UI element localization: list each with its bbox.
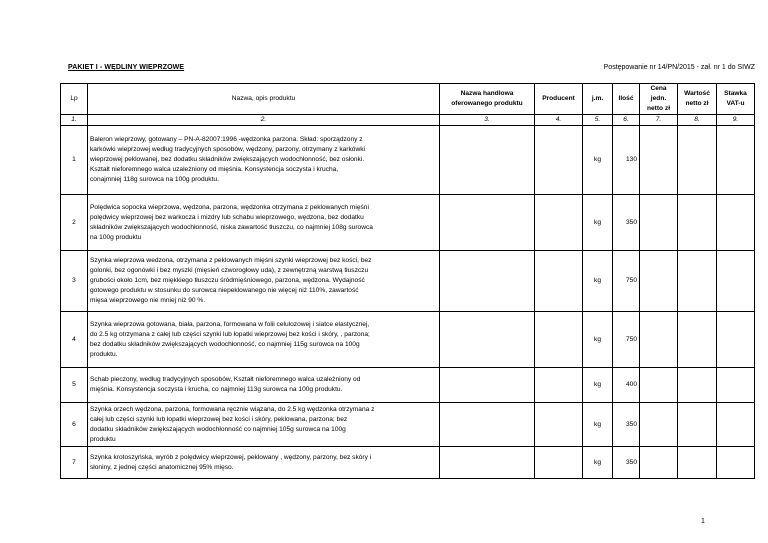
row-description [88, 312, 440, 368]
col-header-value-line2: netto zł [685, 100, 709, 107]
row-description [88, 403, 440, 447]
row-producer-cell[interactable] [535, 195, 583, 251]
description-line: golonki, bez ogonówki i bez myszki (mięsień czworogłowy uda), z zewnętrzną warstwą tłuszczu [90, 267, 369, 274]
description-line: mięsa wieprzowego nie mniej niż 90 %. [90, 297, 206, 304]
row-value-cell[interactable] [678, 368, 717, 403]
row-value-cell[interactable] [678, 312, 717, 368]
row-lp: 5 [61, 368, 88, 403]
col-header-value [678, 84, 717, 115]
row-producer-cell[interactable] [535, 312, 583, 368]
col-header-value-line1: Wartość [684, 90, 710, 97]
col-number: 9. [717, 115, 755, 126]
row-qty: 130 [613, 126, 640, 195]
page-number: 1 [701, 518, 705, 525]
description-line: Polędwica sopocka wieprzowa, wędzona, parzona, wędzonka otrzymana z peklowanych mięśni [90, 203, 369, 211]
row-description [88, 251, 440, 312]
table-row [61, 251, 755, 312]
row-producer-cell[interactable] [535, 126, 583, 195]
row-trade-name-cell[interactable] [440, 368, 535, 403]
row-unit: kg [583, 126, 613, 195]
col-header-trade-name-line2: oferowanego produktu [451, 100, 523, 107]
row-price-cell[interactable] [640, 251, 678, 312]
reference-number: Postępowanie nr 14/PN/2015 - zał. nr 1 do SIWZ [603, 64, 755, 71]
col-header-vat-line2: VAT-u [726, 100, 745, 107]
row-price-cell[interactable] [640, 447, 678, 479]
table-row [61, 447, 755, 479]
row-unit: kg [583, 251, 613, 312]
col-number: 6. [613, 115, 640, 126]
row-lp: 4 [61, 312, 88, 368]
row-price-cell[interactable] [640, 368, 678, 403]
row-unit: kg [583, 312, 613, 368]
description-line: składników zwiększających wodochłonność, niska zawartość tłuszczu, co najmniej 108g surowca [90, 223, 373, 231]
row-value-cell[interactable] [678, 251, 717, 312]
row-description [88, 368, 440, 403]
col-number: 4. [535, 115, 583, 126]
table-row [61, 126, 755, 195]
header-row [61, 84, 755, 115]
row-trade-name-cell[interactable] [440, 195, 535, 251]
row-trade-name-cell[interactable] [440, 312, 535, 368]
col-header-price-line2: netto zł [646, 105, 671, 112]
row-unit: kg [583, 447, 613, 479]
row-vat-cell[interactable] [717, 195, 755, 251]
row-producer-cell[interactable] [535, 368, 583, 403]
row-vat-cell[interactable] [717, 447, 755, 479]
description-line: Szynka orzech wędzona, parzona, formowana ręcznie wiązana, do 2.5 kg wędzonka otrzymana z [90, 405, 375, 413]
row-lp: 3 [61, 251, 88, 312]
row-value-cell[interactable] [678, 403, 717, 447]
product-table [60, 83, 755, 479]
row-qty: 350 [613, 403, 640, 447]
col-header-lp: Lp [61, 84, 88, 115]
row-unit: kg [583, 195, 613, 251]
description-line: Schab pieczony, według tradycyjnych sposobów, Kształt nieforemnego walca uzależniony od [90, 376, 361, 383]
description-line: polędwicy wieprzowej bez warkocza i mizdry lub schabu wieprzowego, wędzona, bez dodatku [90, 213, 364, 221]
pakiet-title: PAKIET I - WĘDLINY WIEPRZOWE [68, 64, 185, 71]
row-lp: 2 [61, 195, 88, 251]
description-line: produktu [90, 435, 116, 443]
description-line: produktu. [90, 350, 118, 358]
column-number-row [61, 115, 755, 126]
row-trade-name-cell[interactable] [440, 403, 535, 447]
col-number: 1. [61, 115, 88, 126]
table-row [61, 403, 755, 447]
description-line: Szynka wieprzowa gotowana, biała, parzona, formowana w folii celulozowej i siatce elastycznej, [90, 320, 370, 328]
row-lp: 1 [61, 126, 88, 195]
description-line: grubości około 1cm, bez miękkiego tłuszczu śródmięśniowego, parzona, wędzona. Wydajność [90, 277, 365, 284]
table-row [61, 195, 755, 251]
description-line: słoniny, z jednej części anatomicznej 95% mięso. [90, 463, 234, 471]
row-vat-cell[interactable] [717, 403, 755, 447]
description-line: Baleron wieprzowy, gotowany – PN-A-82007:1996 -wędzonka parzona. Skład: sporządzony z [90, 136, 363, 143]
description-line: Kształt nieforemnego walca uzależniony od mięśnia. Konsystencja soczysta i krucha, [90, 166, 339, 173]
row-value-cell[interactable] [678, 447, 717, 479]
row-price-cell[interactable] [640, 403, 678, 447]
row-lp: 6 [61, 403, 88, 447]
col-header-producer: Producent [535, 84, 583, 115]
table-row [61, 368, 755, 403]
row-price-cell[interactable] [640, 195, 678, 251]
row-producer-cell[interactable] [535, 403, 583, 447]
description-line: dodatku składników zwiększających wodochłonność co najmniej 105g surowca na 100g [90, 425, 346, 433]
row-price-cell[interactable] [640, 312, 678, 368]
row-trade-name-cell[interactable] [440, 126, 535, 195]
description-line: bez dodatku składników zwiększających wodochłonność, co najmniej 115g surowca na 100g [90, 340, 360, 348]
description-line: karkówki wieprzowej według tradycyjnych sposobów, wędzony, parzony, otrzymany z karkówki [90, 146, 365, 153]
row-qty: 350 [613, 195, 640, 251]
col-header-trade-name-line1: Nazwa handlowa [460, 90, 514, 97]
col-header-vat [717, 84, 755, 115]
col-header-trade-name [440, 84, 535, 115]
row-vat-cell[interactable] [717, 368, 755, 403]
row-qty: 350 [613, 447, 640, 479]
col-number: 5. [583, 115, 613, 126]
description-line: na 100g produktu [90, 233, 142, 241]
description-line: do 2.5 kg otrzymana z całej lub części szynki lub łopatki wieprzowej bez kości i skóry, , parzona; [90, 330, 370, 338]
description-line: mięśnia. Konsystencja soczysta i krucha, co najmniej 113g surowca na 100g produktu. [90, 386, 343, 393]
col-header-unit: j.m. [583, 84, 613, 115]
row-trade-name-cell[interactable] [440, 447, 535, 479]
col-number: 3. [440, 115, 535, 126]
row-unit: kg [583, 403, 613, 447]
row-qty: 750 [613, 312, 640, 368]
table-row [61, 312, 755, 368]
row-producer-cell[interactable] [535, 447, 583, 479]
row-vat-cell[interactable] [717, 312, 755, 368]
row-description [88, 447, 440, 479]
row-value-cell[interactable] [678, 126, 717, 195]
row-unit: kg [583, 368, 613, 403]
col-number: 8. [678, 115, 717, 126]
description-line: Szynka wieprzowa wedzona, otrzymana z peklowanych mięśni szynki wieprzowej bez kości, bez [90, 257, 372, 264]
row-price-cell[interactable] [640, 126, 678, 195]
col-number: 2. [88, 115, 440, 126]
description-line: conajmniej 118g surowca na 100g produktu. [90, 176, 219, 183]
col-header-price [640, 84, 678, 115]
col-header-qty: Ilość [613, 84, 640, 115]
row-lp: 7 [61, 447, 88, 479]
row-vat-cell[interactable] [717, 126, 755, 195]
row-description [88, 195, 440, 251]
col-header-vat-line1: Stawka [724, 90, 747, 97]
row-value-cell[interactable] [678, 195, 717, 251]
col-header-price-line1: Cena jedn. [650, 85, 667, 102]
row-producer-cell[interactable] [535, 251, 583, 312]
row-vat-cell[interactable] [717, 251, 755, 312]
description-line: wieprzowej peklowanej, bez dodatku składników zwiększających wodochłonność, bez osłonki. [90, 156, 365, 163]
col-number: 7. [640, 115, 678, 126]
row-qty: 750 [613, 251, 640, 312]
col-header-name: Nazwa, opis produktu [88, 84, 440, 115]
description-line: gotowego produktu w stosunku do surowca niepeklowanego nie więcej niż 110%, zawartość [90, 287, 359, 294]
description-line: całej lub części szynki lub łopatki wieprzowej bez kości i skóry, peklowana, parzona; bez [90, 415, 348, 423]
row-qty: 400 [613, 368, 640, 403]
description-line: Szynka krotoszyńska, wyrób z polędwicy wieprzowej, peklowany , wędzony, parzony, bez skóry i [90, 453, 372, 461]
row-trade-name-cell[interactable] [440, 251, 535, 312]
row-description [88, 126, 440, 195]
